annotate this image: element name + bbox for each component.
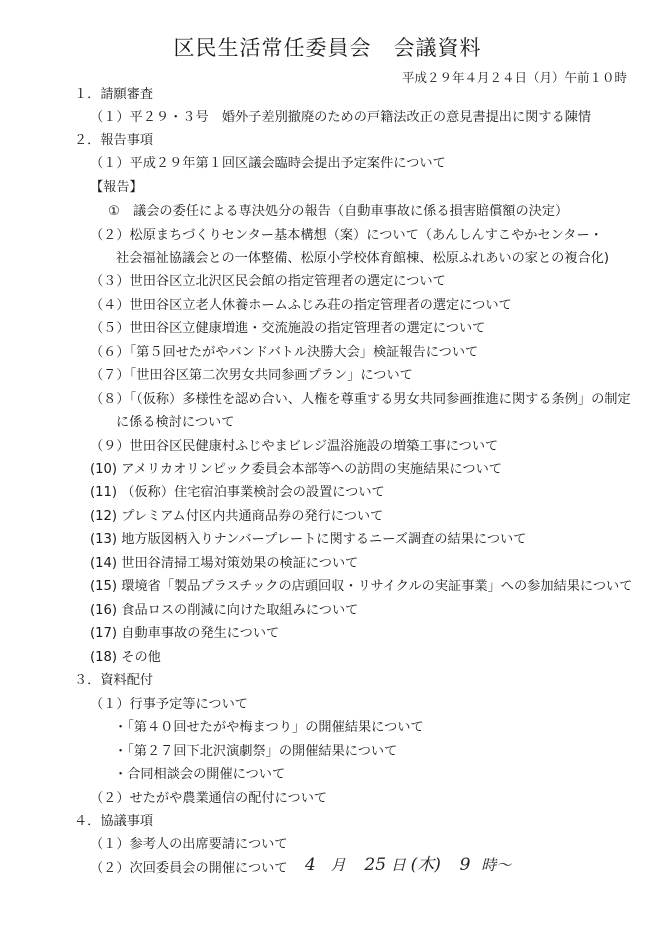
report-item-2: （２）松原まちづくりセンター基本構想（案）について（あんしんすこやかセンター・: [90, 228, 603, 243]
handwritten-hour-unit: 時〜: [481, 856, 512, 874]
report-item-6: （６）「第５回せたがやバンドバトル決勝大会」検証報告について: [90, 345, 479, 360]
handwritten-weekday: (木): [410, 855, 441, 875]
handwritten-day: 25: [364, 855, 387, 875]
handwritten-hour: 9: [459, 855, 471, 875]
discussion-item-2: （２）次回委員会の開催について: [90, 861, 288, 876]
handwritten-day-unit: 日: [390, 856, 406, 874]
report-item-1: （１）平成２９年第１回区議会臨時会提出予定案件について: [90, 156, 446, 171]
report-item-11: (11) （仮称）住宅宿泊事業検討会の設置について: [90, 485, 385, 500]
report-item-17: (17) 自動車事故の発生について: [90, 626, 280, 641]
material-item-1: （１）行事予定等について: [90, 697, 248, 712]
report-item-3: （３）世田谷区立北沢区民会館の指定管理者の選定について: [90, 274, 446, 289]
material-bullet-2: ・「第２７回下北沢演劇祭」の開催結果について: [114, 744, 398, 759]
petition-item-1: （１）平２９・３号 婚外子差別撤廃のための戸籍法改正の意見書提出に関する陳情: [90, 110, 592, 125]
report-item-14: (14) 世田谷清掃工場対策効果の検証について: [90, 556, 359, 571]
section-4-heading: ４．協議事項: [74, 814, 154, 829]
report-item-8-cont: に係る検討について: [116, 415, 235, 430]
report-item-12: (12) プレミアム付区内共通商品券の発行について: [90, 509, 384, 524]
report-item-7: （７）「世田谷区第二次男女共同参画プラン」について: [90, 368, 413, 383]
handwritten-month: 4: [305, 855, 316, 875]
report-item-5: （５）世田谷区立健康増進・交流施設の指定管理者の選定について: [90, 321, 486, 336]
report-item-4: （４）世田谷区立老人休養ホームふじみ荘の指定管理者の選定について: [90, 298, 512, 313]
report-item-18: (18) その他: [90, 650, 161, 665]
discussion-item-1: （１）参考人の出席要請について: [90, 837, 288, 852]
page-title: 区民生活常任委員会 会議資料: [173, 36, 482, 60]
report-item-10: (10) アメリカオリンピック委員会本部等への訪問の実施結果について: [90, 462, 502, 477]
material-item-2: （２）せたがや農業通信の配付について: [90, 791, 328, 806]
meeting-date: 平成２９年４月２４日（月）午前１０時: [401, 70, 627, 85]
section-1-heading: １．請願審査: [74, 87, 154, 102]
report-item-13: (13) 地方版図柄入りナンバープレートに関するニーズ調査の結果について: [90, 532, 527, 547]
handwritten-next-meeting-date: [305, 850, 511, 875]
report-subitem-1: ① 議会の委任による専決処分の報告（自動車事故に係る損害賠償額の決定）: [108, 204, 569, 219]
report-item-16: (16) 食品ロスの削減に向けた取組みについて: [90, 603, 359, 618]
report-label: 【報告】: [90, 180, 143, 195]
report-item-8: （８）「（仮称）多様性を認め合い、人権を尊重する男女共同参画推進に関する条例」の制定: [90, 392, 631, 407]
report-item-15: (15) 環境省「製品プラスチックの店頭回収・リサイクルの実証事業」への参加結果について: [90, 579, 633, 594]
section-3-heading: ３．資料配付: [74, 673, 154, 688]
section-2-heading: ２．報告事項: [74, 133, 154, 148]
report-item-9: （９）世田谷区民健康村ふじやまビレジ温浴施設の増築工事について: [90, 439, 499, 454]
handwritten-month-unit: 月: [330, 856, 346, 874]
material-bullet-1: ・「第４０回せたがや梅まつり」の開催結果について: [114, 720, 424, 735]
report-item-2-cont: 社会福祉協議会との一体整備、松原小学校体育館棟、松原ふれあいの家との複合化): [116, 251, 610, 266]
material-bullet-3: ・合同相談会の開催について: [114, 767, 286, 782]
